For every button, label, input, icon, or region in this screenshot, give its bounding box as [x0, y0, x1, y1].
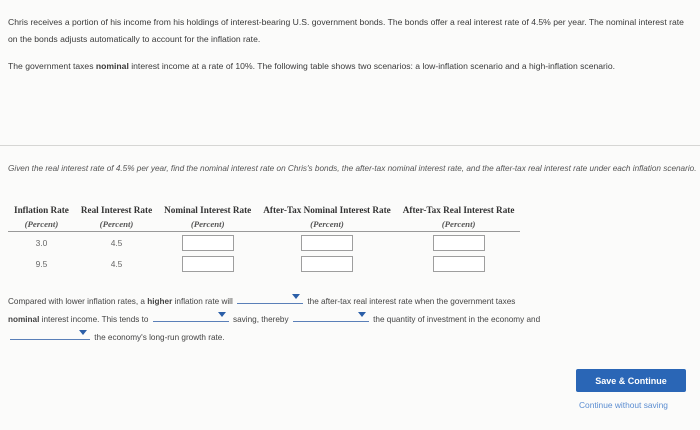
aftertax-nominal-input[interactable]: [301, 235, 353, 251]
intro-p2-text-start: The government taxes: [8, 61, 96, 71]
col-subheader: (Percent): [75, 217, 158, 232]
nominal-rate-input[interactable]: [182, 256, 234, 272]
chevron-down-icon: [79, 330, 87, 335]
col-header-inflation: Inflation Rate: [14, 205, 69, 215]
analysis-paragraph: [8, 292, 692, 346]
save-continue-button[interactable]: Save & Continue: [576, 369, 686, 392]
investment-effect-dropdown[interactable]: [293, 310, 369, 322]
question-prompt: Given the real interest rate of 4.5% per year, find the nominal interest rate on Chris's bonds, the after-tax nominal interest rate, and the after-tax real interest rate under each inflation scenario.: [8, 164, 697, 173]
col-subheader: (Percent): [8, 217, 75, 232]
inflation-cell: 9.5: [35, 258, 48, 269]
chevron-down-icon: [358, 312, 366, 317]
real-rate-cell: 4.5: [110, 258, 123, 269]
col-subheader: (Percent): [257, 217, 397, 232]
aftertax-real-rate-dropdown[interactable]: [237, 292, 303, 304]
col-header-nominal: Nominal Interest Rate: [164, 205, 252, 215]
aftertax-real-cell: [397, 253, 521, 274]
scenario-table: [8, 203, 520, 274]
aftertax-nominal-input[interactable]: [301, 256, 353, 272]
intro-p2-text-end: interest income at a rate of 10%. The following table shows two scenarios: a low-inflation scenario and a high-inflation scenario.: [128, 61, 615, 71]
para-text: the quantity of investment in the economy and: [370, 315, 541, 324]
table-row: [8, 232, 520, 254]
intro-paragraph-2: [8, 58, 692, 75]
table-row: [8, 253, 520, 274]
saving-effect-dropdown[interactable]: [153, 310, 229, 322]
col-subheader: (Percent): [158, 217, 257, 232]
para-text: inflation rate will: [172, 297, 233, 306]
growth-effect-dropdown[interactable]: [10, 328, 90, 340]
para-bold-higher: higher: [147, 297, 173, 306]
para-text: the economy's long-run growth rate.: [92, 333, 225, 342]
aftertax-nominal-cell: [257, 232, 397, 254]
aftertax-real-input[interactable]: [433, 235, 485, 251]
continue-without-saving-link[interactable]: Continue without saving: [579, 400, 668, 410]
inflation-cell: 3.0: [35, 237, 48, 248]
nominal-rate-input[interactable]: [182, 235, 234, 251]
chevron-down-icon: [292, 294, 300, 299]
para-text: interest income. This tends to: [39, 315, 149, 324]
aftertax-real-input[interactable]: [433, 256, 485, 272]
intro-p2-bold: nominal: [95, 61, 129, 71]
col-header-aftertax-nominal: After-Tax Nominal Interest Rate: [263, 205, 391, 215]
nominal-rate-cell: [158, 253, 257, 274]
chevron-down-icon: [218, 312, 226, 317]
col-subheader: (Percent): [397, 217, 521, 232]
intro-paragraph-1: Chris receives a portion of his income from his holdings of interest-bearing U.S. government bonds. The bonds offer a real interest rate of 4.5% per year. The nominal interest rate on the bonds adjusts automatically to account for the inflation rate.: [8, 17, 684, 44]
section-divider: [0, 145, 700, 146]
aftertax-real-cell: [397, 232, 521, 254]
problem-intro: [8, 14, 692, 75]
para-text: Compared with lower inflation rates, a: [8, 297, 148, 306]
para-bold-nominal: nominal: [8, 315, 40, 324]
col-header-real: Real Interest Rate: [80, 205, 153, 215]
para-text: saving, thereby: [230, 315, 289, 324]
col-header-aftertax-real: After-Tax Real Interest Rate: [402, 205, 515, 215]
aftertax-nominal-cell: [257, 253, 397, 274]
real-rate-cell: 4.5: [110, 237, 123, 248]
nominal-rate-cell: [158, 232, 257, 254]
para-text: the after-tax real interest rate when the government taxes: [305, 297, 516, 306]
